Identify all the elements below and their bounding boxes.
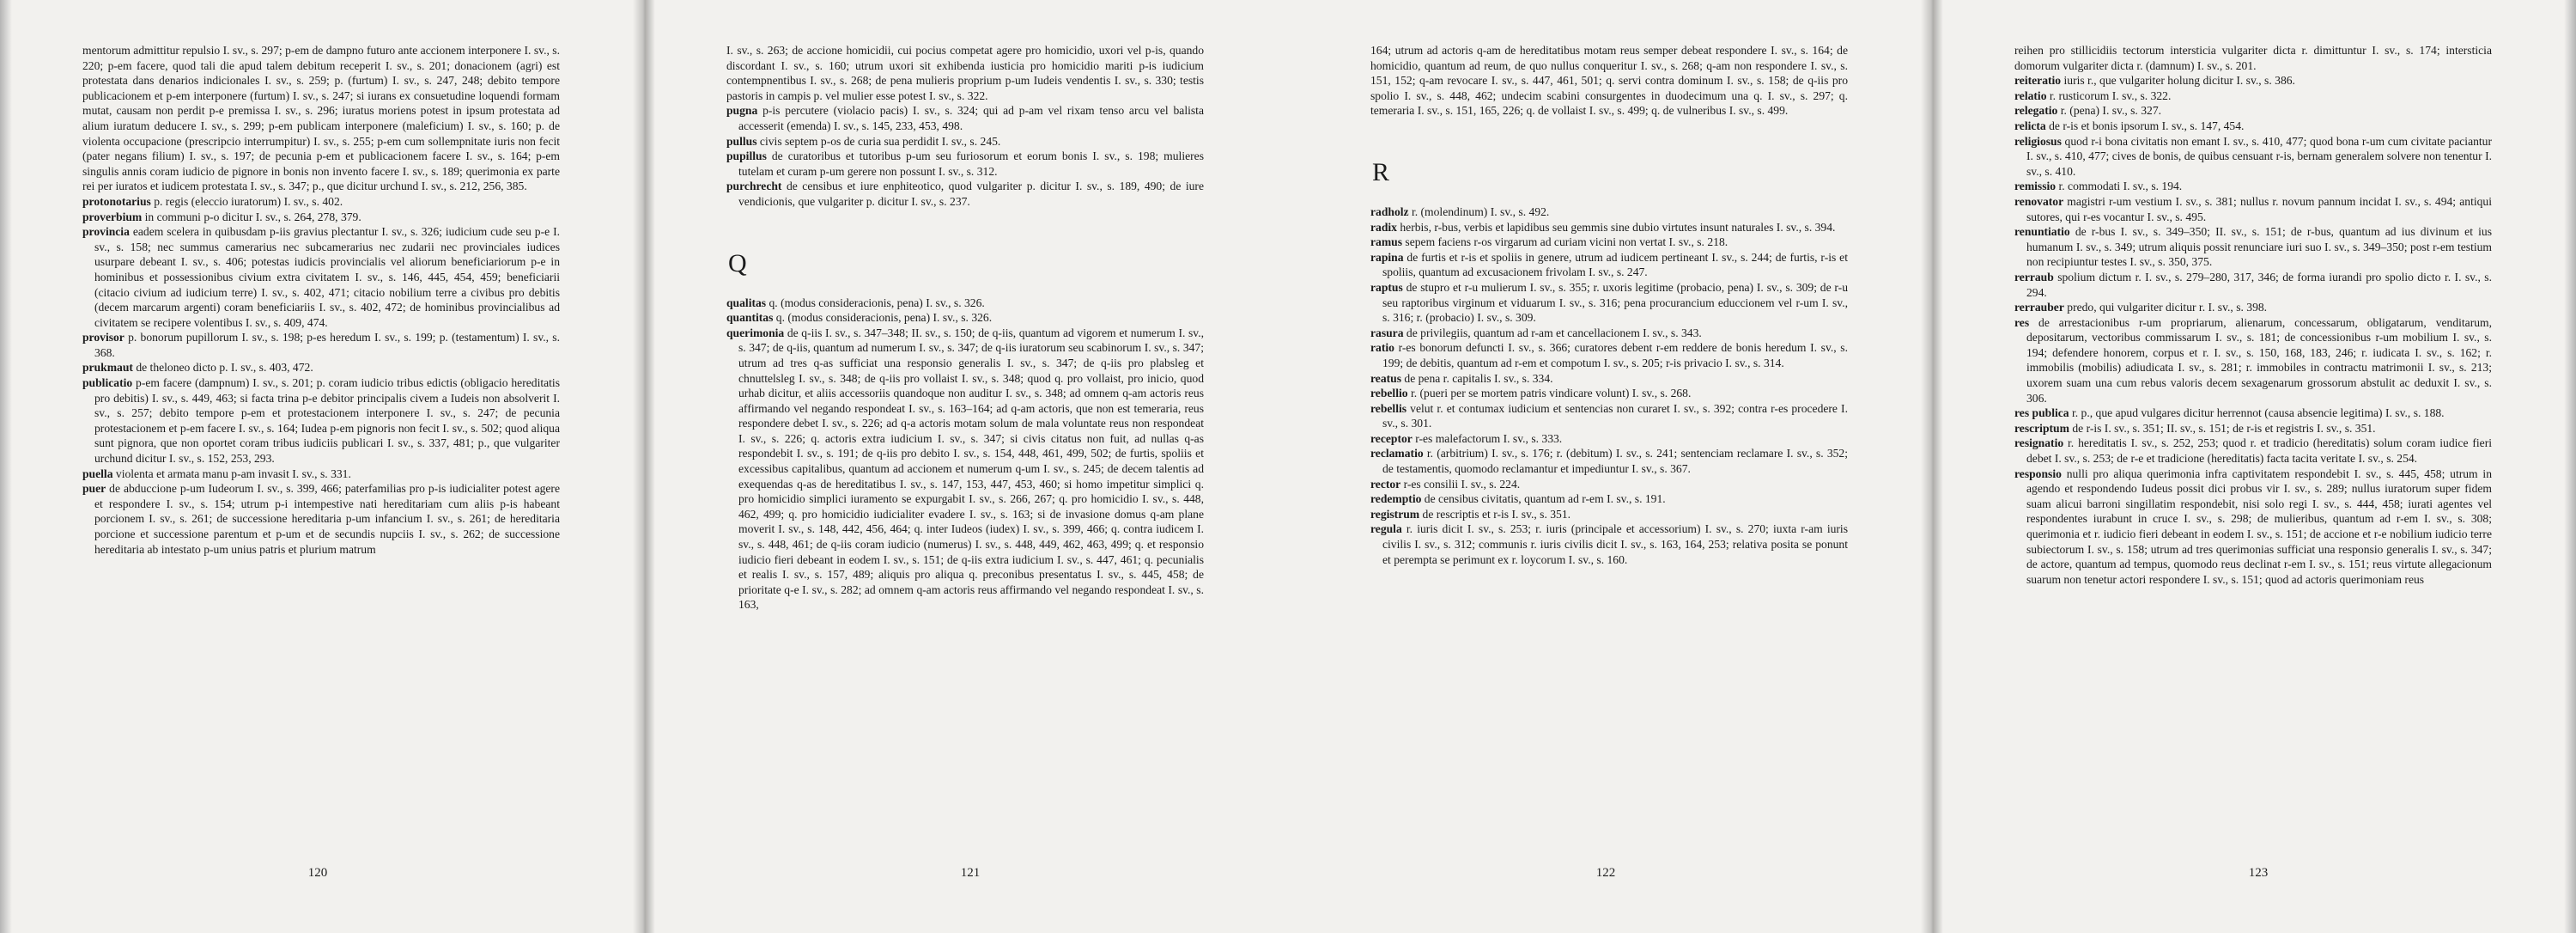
section-letter-heading: R xyxy=(1372,157,1390,186)
index-entry xyxy=(1370,477,1848,492)
entry-text: de curatoribus et tutoribus p-um seu furiosorum et eorum bonis I. sv., s. 198; mulieres tutelam et curam p-um gerere non possunt I. sv., s. 312. xyxy=(738,149,1204,178)
entry-text: de pena r. capitalis I. sv., s. 334. xyxy=(1401,371,1553,385)
entry-headword: rescriptum xyxy=(2014,421,2069,435)
entry-text: de stupro et r-u mulierum I. sv., s. 355; r. uxoris legitime (probacio, pena) I. sv., s. 309; de r-u seu raptoribus virginum et viduarum I. sv., s. 316; pena procurancium educcionem vel r-um I. sv., s. 316; r. (probacio) I. sv., s. 309. xyxy=(1382,280,1848,325)
entry-text: de abduccione p-um Iudeorum I. sv., s. 399, 466; paterfamilias pro p-is iudicialiter potest agere et respondere I. sv., s. 154; utrum p-i intempestive nati hereditariam cum aliis p-is habeant porcionem I. sv., s. 261; de successione hereditaria p-um infancium I. sv., s. 261; de hereditaria porcione et successione parentum et p-um et de secundis nupciis I. sv., s. 262; de successione hereditaria ab intestato p-um unius patris et plurium matrum xyxy=(94,482,560,556)
page-number: 121 xyxy=(960,866,981,880)
entry-text: p-em facere (dampnum) I. sv., s. 201; p. coram iudicio tribus edictis (obligacio hereditatis pro debitis) I. sv., s. 449, 463; si facta trina p-e debitor principalis civem a Iudeis non absolverit I. sv., s. 257; debito tempore p-em et protestacionem interponere I. sv., s. 247; de pecunia protestacionem et p-em facere I. sv., s. 164; Iudea p-em pignoris non fecit I. sv., s. 502; quod aliqua sunt pignora, que non oportet coram tribus iudiciis publicari I. sv., s. 337, 481; p., que vulgariter urchund dicitur I. sv., s. 152, 253, 293. xyxy=(94,376,560,466)
index-entry xyxy=(726,103,1204,133)
entry-headword: pupillus xyxy=(726,149,767,163)
index-entry xyxy=(2014,300,2492,315)
entry-text: de q-iis I. sv., s. 347–348; II. sv., s. 150; de q-iis, quantum ad vigorem et numerum I. sv., s. 347; de q-iis, quantum ad numerum I. sv., s. 347; de q-iis iuratorum seu scabinorum I. sv., s. 347; utrum ad tres q-as sufficiat una responsio generalis I. sv., s. 347; de q-iis pro plabsleg et chnuttelsleg I. sv., s. 348; de q-iis pro vollaist I. sv., s. 348; quod q. pro vollaist, pro inicio, quod urhab dicitur, et aliis accessoriis quandoque non auditur I. sv., s. 348; ad omnem q-am actoris reus affirmando vel negando respondeat I. sv., s. 163–164; ad q-am actoris, que non est temeraria, reus respondere debet I. sv., s. 226; ad q-a actoris motam solum de mala voluntate reus non respondeat I. sv., s. 226; q. actoris extra iudicium I. sv., s. 347; si civis citatus non fuit, ad nullas q-as respondebit I. sv., s. 191; de q-iis pro debito I. sv., s. 154, 448, 461, 499, 502; de furtis, spoliis et excessibus capitalibus, quantum ad accionem et numerum q-um I. sv., s. 245; de decem talentis ad exequendas q-as de hereditatibus I. sv., s. 147, 153, 447, 453, 460; si homo impetitur simplici q. pro homicidio simplici iuramento se expurgabit I. sv., s. 266, 267; q. pro homicidio I. sv., s. 448, 462, 499; q. pro homicidio iudicialiter evadere I. sv., s. 163; si de invasione domus q-am plane moverit I. sv., s. 148, 442, 456, 464; q. inter Iudeos (iudex) I. sv., s. 399, 466; q. contra iudicem I. sv., s. 448, 461; de q-iis coram iudicio (numerus) I. sv., s. 448, 449, 462, 463, 499; q. et responsio iudicio fieri debeant in eodem I. sv., s. 151; de q-iis extra iudicium I. sv., s. 447, 461; q. pecunialis et realis I. sv., s. 157, 489; aliquis pro aliqua q. preconibus presentatus I. sv., s. 445, 458; de prioritate q-e I. sv., s. 282; ad omnem q-am actoris reus affirmando vel negando respondeat I. sv., s. 163, xyxy=(738,326,1204,612)
entry-headword: res xyxy=(2014,315,2030,329)
entry-headword: radholz xyxy=(1370,204,1409,218)
entry-text: de furtis et r-is et spoliis in genere, utrum ad iudicem pertineant I. sv., s. 244; de furtis, r-is et spoliis, quantum ad excusacionem frivolam I. sv., s. 247. xyxy=(1382,250,1848,279)
page-number: 122 xyxy=(1595,866,1616,880)
page-123 xyxy=(1941,0,2576,933)
entry-headword: rasura xyxy=(1370,326,1404,339)
entry-headword: reatus xyxy=(1370,371,1401,385)
entry-headword: ramus xyxy=(1370,235,1403,249)
entry-text: reihen pro stillicidiis tectorum intersticia vulgariter dicta r. dimittuntur I. sv., s. 174; intersticia domorum vulgariter dicta r. (damnum) I. sv., s. 201. xyxy=(2014,44,2492,72)
index-entry-continued xyxy=(726,43,1204,103)
entry-headword: resignatio xyxy=(2014,436,2064,450)
entry-headword: rapina xyxy=(1370,250,1404,264)
entry-headword: res publica xyxy=(2014,406,2069,420)
index-entry xyxy=(726,296,1204,311)
index-column xyxy=(2014,43,2492,587)
entry-text: iuris r., que vulgariter holung dicitur I. sv., s. 386. xyxy=(2061,74,2295,88)
entry-text: herbis, r-bus, verbis et lapidibus seu gemmis sine dubio virtutes insunt naturales I. sv., s. 394. xyxy=(1396,220,1836,234)
entry-text: r. p., que apud vulgares dicitur herrennot (causa absencie legitima) I. sv., s. 188. xyxy=(2069,406,2445,420)
entry-text: de privilegiis, quantum ad r-am et cancellacionem I. sv., s. 343. xyxy=(1403,326,1702,339)
entry-text: I. sv., s. 263; de accione homicidii, cui pocius competat agere pro homicidio, uxori vel p-is, quando discordant I. sv., s. 160; utrum uxori sit exhibenda iusticia pro homicidio mariti p-is iudicium contempnentibus I. sv., s. 268; de pena mulieris proprium p-um Iudeis vendentis I. sv., s. 330; testis pastoris in campis p. vel mulier esse potest I. sv., s. 322. xyxy=(726,44,1204,102)
entry-text: sepem faciens r-os virgarum ad curiam vicini non vertat I. sv., s. 218. xyxy=(1402,235,1728,249)
entry-headword: querimonia xyxy=(726,326,785,339)
index-entry xyxy=(1370,340,1848,370)
entry-text: civis septem p-os de curia sua perdidit I. sv., s. 245. xyxy=(756,134,1001,148)
entry-headword: prukmaut xyxy=(82,361,133,375)
index-entry xyxy=(726,149,1204,179)
index-entry xyxy=(1370,491,1848,507)
entry-text: nulli pro aliqua querimonia infra captivitatem respondebit I. sv., s. 445, 458; utrum in agendo et respondendo Iudeus possit dici probus vir I. sv., s. 289; nullus iuratorum super fidem suam alicui barroni singillatim respondebit, nisi solo regi I. sv., s. 444, 458; iurati agentes vel respondentes iurabunt in cruce I. sv., s. 298; de mulieribus, quantum ad r-em I. sv., s. 308; querimonia et r. iudicio fieri debeant in eodem I. sv., s. 151; de accione et r-e nobilium iudicio terre subiectorum I. sv., s. 158; utrum ad tres querimonias sufficiat una responsio generalis I. sv., s. 347; de actore, quantum ad tempus, quomodo reus declinat r-em I. sv., s. 151; reus virtute allegacionum suarum non tenetur actori respondere I. sv., s. 151; quod ad actoris querimoniam reus xyxy=(2026,466,2492,586)
index-entry xyxy=(2014,436,2492,466)
entry-text: magistri r-um vestium I. sv., s. 381; nullus r. novum pannum incidat I. sv., s. 494; antiqui sutores, qui r-es vocantur I. sv., s. 495. xyxy=(2026,194,2492,223)
entry-headword: religiosus xyxy=(2014,134,2062,148)
entry-text: r-es consilii I. sv., s. 224. xyxy=(1400,477,1521,491)
entry-text: velut r. et contumax iudicium et sentencias non curaret I. sv., s. 392; contra r-es procedere I. sv., s. 301. xyxy=(1382,401,1848,430)
entry-headword: rebellis xyxy=(1370,401,1407,415)
entry-headword: relatio xyxy=(2014,88,2047,102)
page-120 xyxy=(0,0,635,933)
index-entry xyxy=(726,310,1204,326)
entry-text: r-es bonorum defuncti I. sv., s. 366; curatores debent r-em reddere de bonis heredum I. sv., s. 199; de debitis, quantum ad r-em et compotum I. sv., s. 205; r-is privacio I. sv., s. 314. xyxy=(1382,341,1848,369)
page-number: 120 xyxy=(307,866,328,880)
entry-text: predo, qui vulgariter dicitur r. I. sv., s. 398. xyxy=(2063,301,2268,314)
index-entry xyxy=(1370,401,1848,431)
entry-headword: qualitas xyxy=(726,296,767,309)
entry-text: p. bonorum pupillorum I. sv., s. 198; p-es heredum I. sv., s. 199; p. (testamentum) I. sv., s. 368. xyxy=(94,331,560,359)
index-entry xyxy=(1370,371,1848,387)
entry-text: eadem scelera in quibusdam p-iis gravius plectantur I. sv., s. 326; iudicium cude seu p-e I. sv., s. 158; nec summus camerarius nec subcamerarius nec zudarii nec provinciales iudices usurpare debeant I. sv., s. 406; potestas iudicis provincialis vel aliorum beneficiariorum p-e in hominibus et possessionibus civium extra civitatem I. sv., s. 146, 445, 454, 459; beneficiarii (citacio civium ad iudicium terre) I. sv., s. 402, 471; citacio nobilium terre a civibus pro debitis (decem marcarum argenti) coram beneficiariis I. sv., s. 402, 472; de hominibus provincialibus ad civitatem se recipere volentibus I. sv., s. 409, 474. xyxy=(94,225,560,329)
entry-headword: receptor xyxy=(1370,431,1413,445)
entry-headword: radix xyxy=(1370,220,1397,234)
index-entry xyxy=(2014,88,2492,104)
entry-text: r. (pena) I. sv., s. 327. xyxy=(2057,104,2162,118)
entry-text: spolium dictum r. I. sv., s. 279–280, 317, 346; de forma iurandi pro spolio dicto r. I. sv., s. 294. xyxy=(2026,270,2492,299)
index-entry-continued xyxy=(2014,43,2492,73)
entry-headword: puer xyxy=(82,482,106,496)
entry-headword: renovator xyxy=(2014,194,2064,208)
index-entry xyxy=(2014,103,2492,119)
entry-text: r. rusticorum I. sv., s. 322. xyxy=(2046,88,2172,102)
entry-text: mentorum admittitur repulsio I. sv., s. 297; p-em de dampno futuro ante accionem interponere I. sv., s. 220; p-em facere, quod tali die apud talem debitum receperit I. sv., s. 201; donacionem (agri) est protestata dans denarios indicionales I. sv., s. 259; p. (furtum) I. sv., s. 247, 248; debito tempore publicacionem et p-em interponere (furtum) I. sv., s. 247; si iurans ex consuetudine loquendi formam mutat, causam non perdit p-e premissa I. sv., s. 296; iuratus moriens potest in ipsum protestata ad alium iuratum deducere I. sv., s. 299; p-em publicam interponere (maleficium) I. sv., s. 160; p. de violenta occupacione (prescripcio interrumpitur) I. sv., s. 255; p-em cum sollempnitate iuris non fecit (pater negans filium) I. sv., s. 197; de pecunia p-em et publicacionem facere I. sv., s. 164; p-em singulis annis coram iudicio de pignore in bonis non invento facere I. sv., s. 189; querimonia ex parte rei per iuratos et iudicem protestata I. sv., s. 347; p., que dicitur urchund I. sv., s. 212, 256, 385. xyxy=(82,44,560,193)
entry-text: p-is percutere (violacio pacis) I. sv., s. 324; qui ad p-am vel rixam tenso arcu vel balista accesserit (emenda) I. sv., s. 145, 233, 453, 498. xyxy=(738,104,1204,132)
entry-text: r-es malefactorum I. sv., s. 333. xyxy=(1412,431,1563,445)
index-entry xyxy=(2014,421,2492,436)
entry-text: de r-bus I. sv., s. 349–350; II. sv., s. 151; de r-bus, quantum ad ius divinum et ius humanum I. sv., s. 349; utrum aliquis possit renunciare iuri suo I. sv., s. 349–350; post r-em testium non recipiuntur testes I. sv., s. 350, 375. xyxy=(2026,225,2492,269)
index-entry xyxy=(1370,250,1848,280)
entry-headword: quantitas xyxy=(726,311,774,325)
index-entry xyxy=(82,330,560,360)
entry-headword: registrum xyxy=(1370,507,1420,521)
entry-text: r. (molendinum) I. sv., s. 492. xyxy=(1408,204,1550,218)
entry-text: de rescriptis et r-is I. sv., s. 351. xyxy=(1419,507,1571,521)
index-entry xyxy=(82,224,560,330)
index-entry xyxy=(1370,220,1848,235)
index-entry xyxy=(1370,507,1848,522)
entry-headword: provisor xyxy=(82,331,125,345)
entry-headword: purchrecht xyxy=(726,180,782,193)
index-entry xyxy=(1370,386,1848,401)
entry-headword: responsio xyxy=(2014,466,2062,480)
index-entry xyxy=(726,179,1204,209)
entry-headword: publicatio xyxy=(82,376,133,390)
entry-text: in communi p-o dicitur I. sv., s. 264, 278, 379. xyxy=(142,210,361,223)
page-122 xyxy=(1288,0,1923,933)
index-entry xyxy=(1370,204,1848,220)
index-column xyxy=(82,43,560,557)
index-entry xyxy=(2014,315,2492,406)
index-entry xyxy=(82,210,560,225)
index-entry xyxy=(1370,431,1848,447)
index-entry xyxy=(1370,326,1848,341)
page-121 xyxy=(653,0,1288,933)
entry-text: de r-is I. sv., s. 351; II. sv., s. 151; de r-is et registris I. sv., s. 351. xyxy=(2069,421,2376,435)
entry-headword: ratio xyxy=(1370,341,1394,355)
index-entry xyxy=(2014,119,2492,134)
index-entry-continued xyxy=(1370,43,1848,119)
index-entry xyxy=(726,134,1204,149)
entry-text: r. iuris dicit I. sv., s. 253; r. iuris (principale et accessorium) I. sv., s. 270; iuxta r-am iuris civilis I. sv., s. 312; communis r. iuris civilis dicit I. sv., s. 163, 164, 253; relativa posita se ponunt et perempta se perimunt ex r. loycorum I. sv., s. 160. xyxy=(1382,522,1848,566)
entry-text: de censibus civitatis, quantum ad r-em I. sv., s. 191. xyxy=(1421,492,1666,506)
index-entry xyxy=(2014,270,2492,300)
index-entry xyxy=(2014,194,2492,224)
entry-headword: remissio xyxy=(2014,180,2057,193)
index-entry xyxy=(1370,235,1848,250)
index-entry xyxy=(2014,134,2492,180)
entry-headword: provincia xyxy=(82,225,130,239)
index-entry-continued xyxy=(82,43,560,194)
entry-text: r. commodati I. sv., s. 194. xyxy=(2056,180,2183,193)
index-entry xyxy=(2014,179,2492,194)
entry-headword: pugna xyxy=(726,104,758,118)
entry-text: q. (modus consideracionis, pena) I. sv., s. 326. xyxy=(773,311,993,325)
entry-headword: protonotarius xyxy=(82,194,151,208)
index-column xyxy=(726,43,1204,613)
entry-headword: rerrauber xyxy=(2014,301,2064,314)
entry-text: violenta et armata manu p-am invasit I. sv., s. 331. xyxy=(112,466,351,480)
index-entry xyxy=(2014,406,2492,421)
index-entry xyxy=(82,194,560,210)
entry-headword: regula xyxy=(1370,522,1402,536)
index-entry xyxy=(1370,446,1848,476)
entry-headword: renuntiatio xyxy=(2014,225,2070,239)
section-letter-heading: Q xyxy=(728,248,747,277)
index-entry xyxy=(2014,73,2492,88)
entry-headword: rebellio xyxy=(1370,387,1408,400)
index-entry xyxy=(726,326,1204,613)
entry-headword: puella xyxy=(82,466,113,480)
entry-text: de theloneo dicto p. I. sv., s. 403, 472. xyxy=(132,361,313,375)
entry-text: p. regis (eleccio iuratorum) I. sv., s. 402. xyxy=(150,194,343,208)
index-column xyxy=(1370,43,1848,567)
entry-headword: rerraub xyxy=(2014,270,2054,284)
entry-headword: relegatio xyxy=(2014,104,2058,118)
entry-headword: reiteratio xyxy=(2014,74,2062,88)
entry-headword: redemptio xyxy=(1370,492,1422,506)
book-spread-right xyxy=(1288,0,2576,933)
entry-headword: pullus xyxy=(726,134,757,148)
index-entry xyxy=(82,481,560,557)
entry-headword: proverbium xyxy=(82,210,143,223)
entry-headword: rector xyxy=(1370,477,1401,491)
entry-headword: relicta xyxy=(2014,119,2046,132)
entry-headword: raptus xyxy=(1370,280,1403,294)
entry-text: de arrestacionibus r-um propriarum, alienarum, concessarum, obligatarum, venditarum, depositarum, vectoribus commissarum I. sv., s. 181; de concessionibus r-um mobilium I. sv., s. 194; defendere honorem, corpus et r. I. sv., s. 150, 168, 183, 246; r. iudicata I. sv., s. 162; r. immobilis (mobilis) adiudicata I. sv., s. 281; r. immobiles in contractu matrimonii I. sv., s. 213; uxorem suam una cum rebus valoris decem sexagenarum grossorum abstulit ac deduxit I. sv., s. 306. xyxy=(2026,315,2492,405)
entry-text: r. (pueri per se mortem patris vindicare volunt) I. sv., s. 268. xyxy=(1407,387,1692,400)
entry-headword: reclamatio xyxy=(1370,447,1424,460)
entry-text: r. (arbitrium) I. sv., s. 176; r. (debitum) I. sv., s. 241; sentenciam reclamare I. sv., s. 352; de testamentis, quomodo reclamantur et impediuntur I. sv., s. 367. xyxy=(1382,447,1848,476)
entry-text: quod r-i bona civitatis non emant I. sv., s. 410, 477; quod bona r-um cum civitate paciantur I. sv., s. 410, 477; cives de bonis, de quibus censuant r-is, bernam generalem solvere non tenentur I. sv., s. 410. xyxy=(2026,134,2492,178)
index-entry xyxy=(1370,280,1848,326)
index-entry xyxy=(1370,521,1848,567)
entry-text: de censibus et iure enphiteotico, quod vulgariter p. dicitur I. sv., s. 189, 490; de iure vendicionis, que vulgariter p. dicitur I. sv., s. 237. xyxy=(738,180,1204,208)
entry-text: r. hereditatis I. sv., s. 252, 253; quod r. et tradicio (hereditatis) solum coram iudice fieri debet I. sv., s. 253; de r-e et tradicione (hereditatis) facta tacita veritate I. sv., s. 254. xyxy=(2026,436,2492,466)
index-entry xyxy=(2014,466,2492,588)
page-number: 123 xyxy=(2248,866,2269,880)
entry-text: de r-is et bonis ipsorum I. sv., s. 147, 454. xyxy=(2045,119,2245,132)
entry-text: 164; utrum ad actoris q-am de hereditatibus motam reus semper debeat respondere I. sv., s. 164; de homicidio, quantum ad reum, de quo nullus conqueritur I. sv., s. 268; q-am non respondere I. sv., s. 151, 152; q-am revocare I. sv., s. 447, 461, 501; q. servi contra dominum I. sv., s. 158; de q-iis pro spolio I. sv., s. 448, 462; undecim scabini consurgentes in duodecimum una q. I. sv., s. 297; q. temeraria I. sv., s. 151, 165, 226; q. de vollaist I. sv., s. 499; q. de vulneribus I. sv., s. 499. xyxy=(1370,44,1848,118)
index-entry xyxy=(82,375,560,466)
index-entry xyxy=(2014,224,2492,270)
entry-text: q. (modus consideracionis, pena) I. sv., s. 326. xyxy=(766,296,985,309)
index-entry xyxy=(82,360,560,375)
index-entry xyxy=(82,466,560,482)
